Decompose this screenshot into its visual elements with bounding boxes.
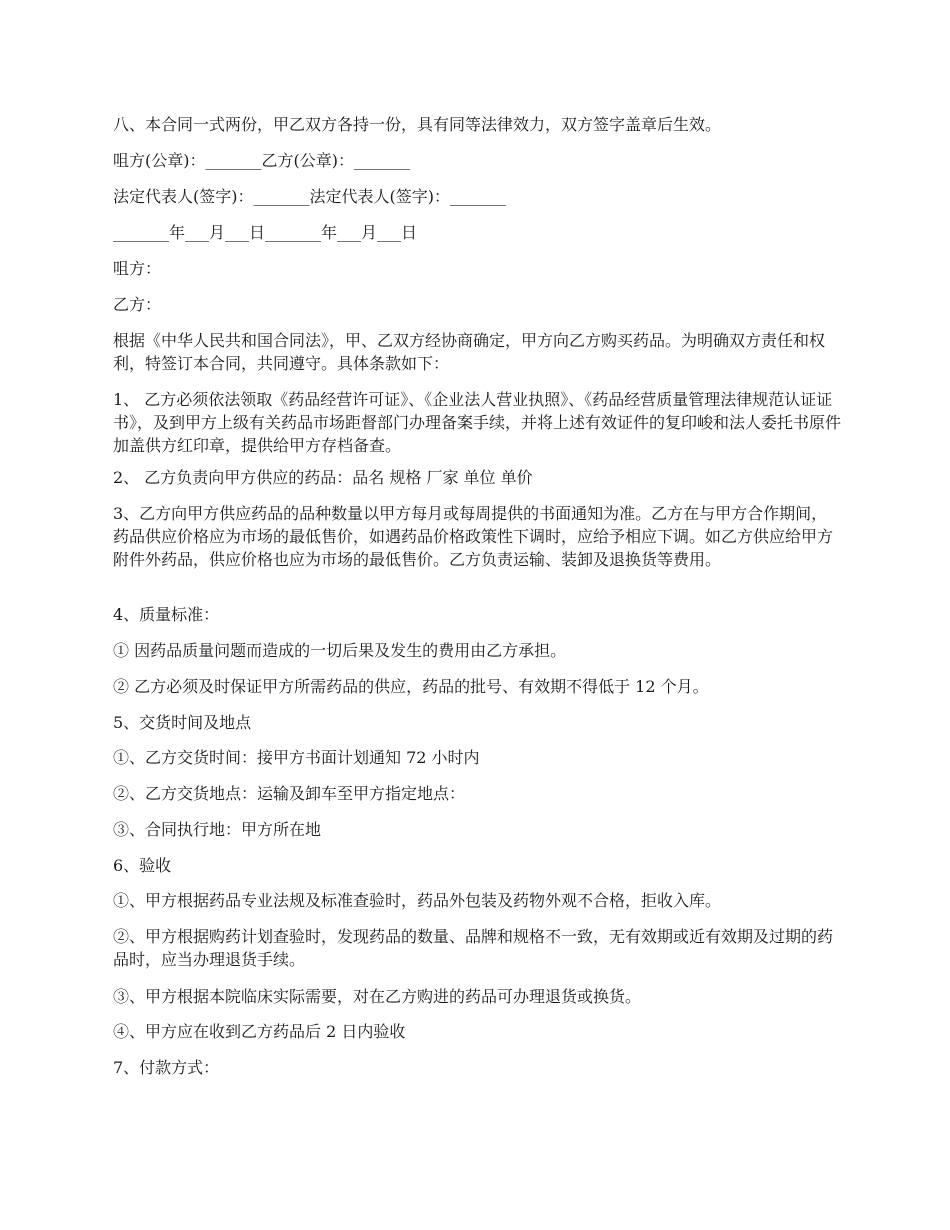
party-seal-line: 咀方(公章)：_______乙方(公章)：_______ [113,151,410,170]
clause-4-item-1: ① 因药品质量问题而造成的一切后果及发生的费用由乙方承担。 [113,641,567,660]
clause-1-licenses: 1、 乙方必须依法领取《药品经营许可证》、《企业法人营业执照》、《药品经营质量管理法律规范认证证书》，及到甲方上级有关药品市场距督部门办理备案手续，并将上述有效证件的复印峻和法人委托书原件加盖供方红印章，提供给甲方存档备查。 [113,390,842,455]
preamble-paragraph: 根据《中华人民共和国合同法》，甲、乙双方经协商确定，甲方向乙方购买药品。为明确双方责任和权利，特签订本合同，共同遵守。具体条款如下： [113,331,826,373]
clause-4-heading: 4、质量标准： [113,605,220,624]
clause-6-heading: 6、验收 [113,856,172,875]
clause-5-item-1: ①、乙方交货时间：接甲方书面计划通知 72 小时内 [113,748,480,767]
clause-2-supply-items: 2、 乙方负责向甲方供应的药品：品名 规格 厂家 单位 单价 [113,468,533,487]
clause-4-item-2: ② 乙方必须及时保证甲方所需药品的供应，药品的批号、有效期不得低于 12 个月。 [113,677,709,696]
clause-6-item-1: ①、甲方根据药品专业法规及标准查验时，药品外包装及药物外观不合格，拒收入库。 [113,891,722,910]
clause-8-effectiveness: 八、本合同一式两份，甲乙双方各持一份，具有同等法律效力，双方签字盖章后生效。 [113,115,722,134]
clause-5-item-3: ③、合同执行地：甲方所在地 [113,820,322,839]
clause-6-item-2: ②、甲方根据购药计划查验时，发现药品的数量、品牌和规格不一致，无有效期或近有效期及过期的药品时，应当办理退货手续。 [113,927,834,969]
signing-date-line: _______年___月___日_______年___月___日 [113,223,418,242]
clause-3-pricing: 3、乙方向甲方供应药品的品种数量以甲方每月或每周提供的书面通知为准。乙方在与甲方合作期间，药品供应价格应为市场的最低售价，如遇药品价格政策性下调时，应给予相应下调。如乙方供应给甲方附件外药品，供应价格也应为市场的最低售价。乙方负责运输、装卸及退换货等费用。 [113,504,834,569]
clause-7-heading: 7、付款方式： [113,1058,220,1077]
clause-6-item-4: ④、甲方应在收到乙方药品后 2 日内验收 [113,1022,406,1041]
clause-6-item-3: ③、甲方根据本院临床实际需要，对在乙方购进的药品可办理退货或换货。 [113,987,642,1006]
representative-signature-line: 法定代表人(签字)：_______法定代表人(签字)：_______ [113,187,506,206]
party-a-label: 咀方： [113,259,162,278]
party-b-label: 乙方： [113,295,162,314]
clause-5-item-2: ②、乙方交货地点：运输及卸车至甲方指定地点： [113,784,466,803]
clause-5-heading: 5、交货时间及地点 [113,713,252,732]
